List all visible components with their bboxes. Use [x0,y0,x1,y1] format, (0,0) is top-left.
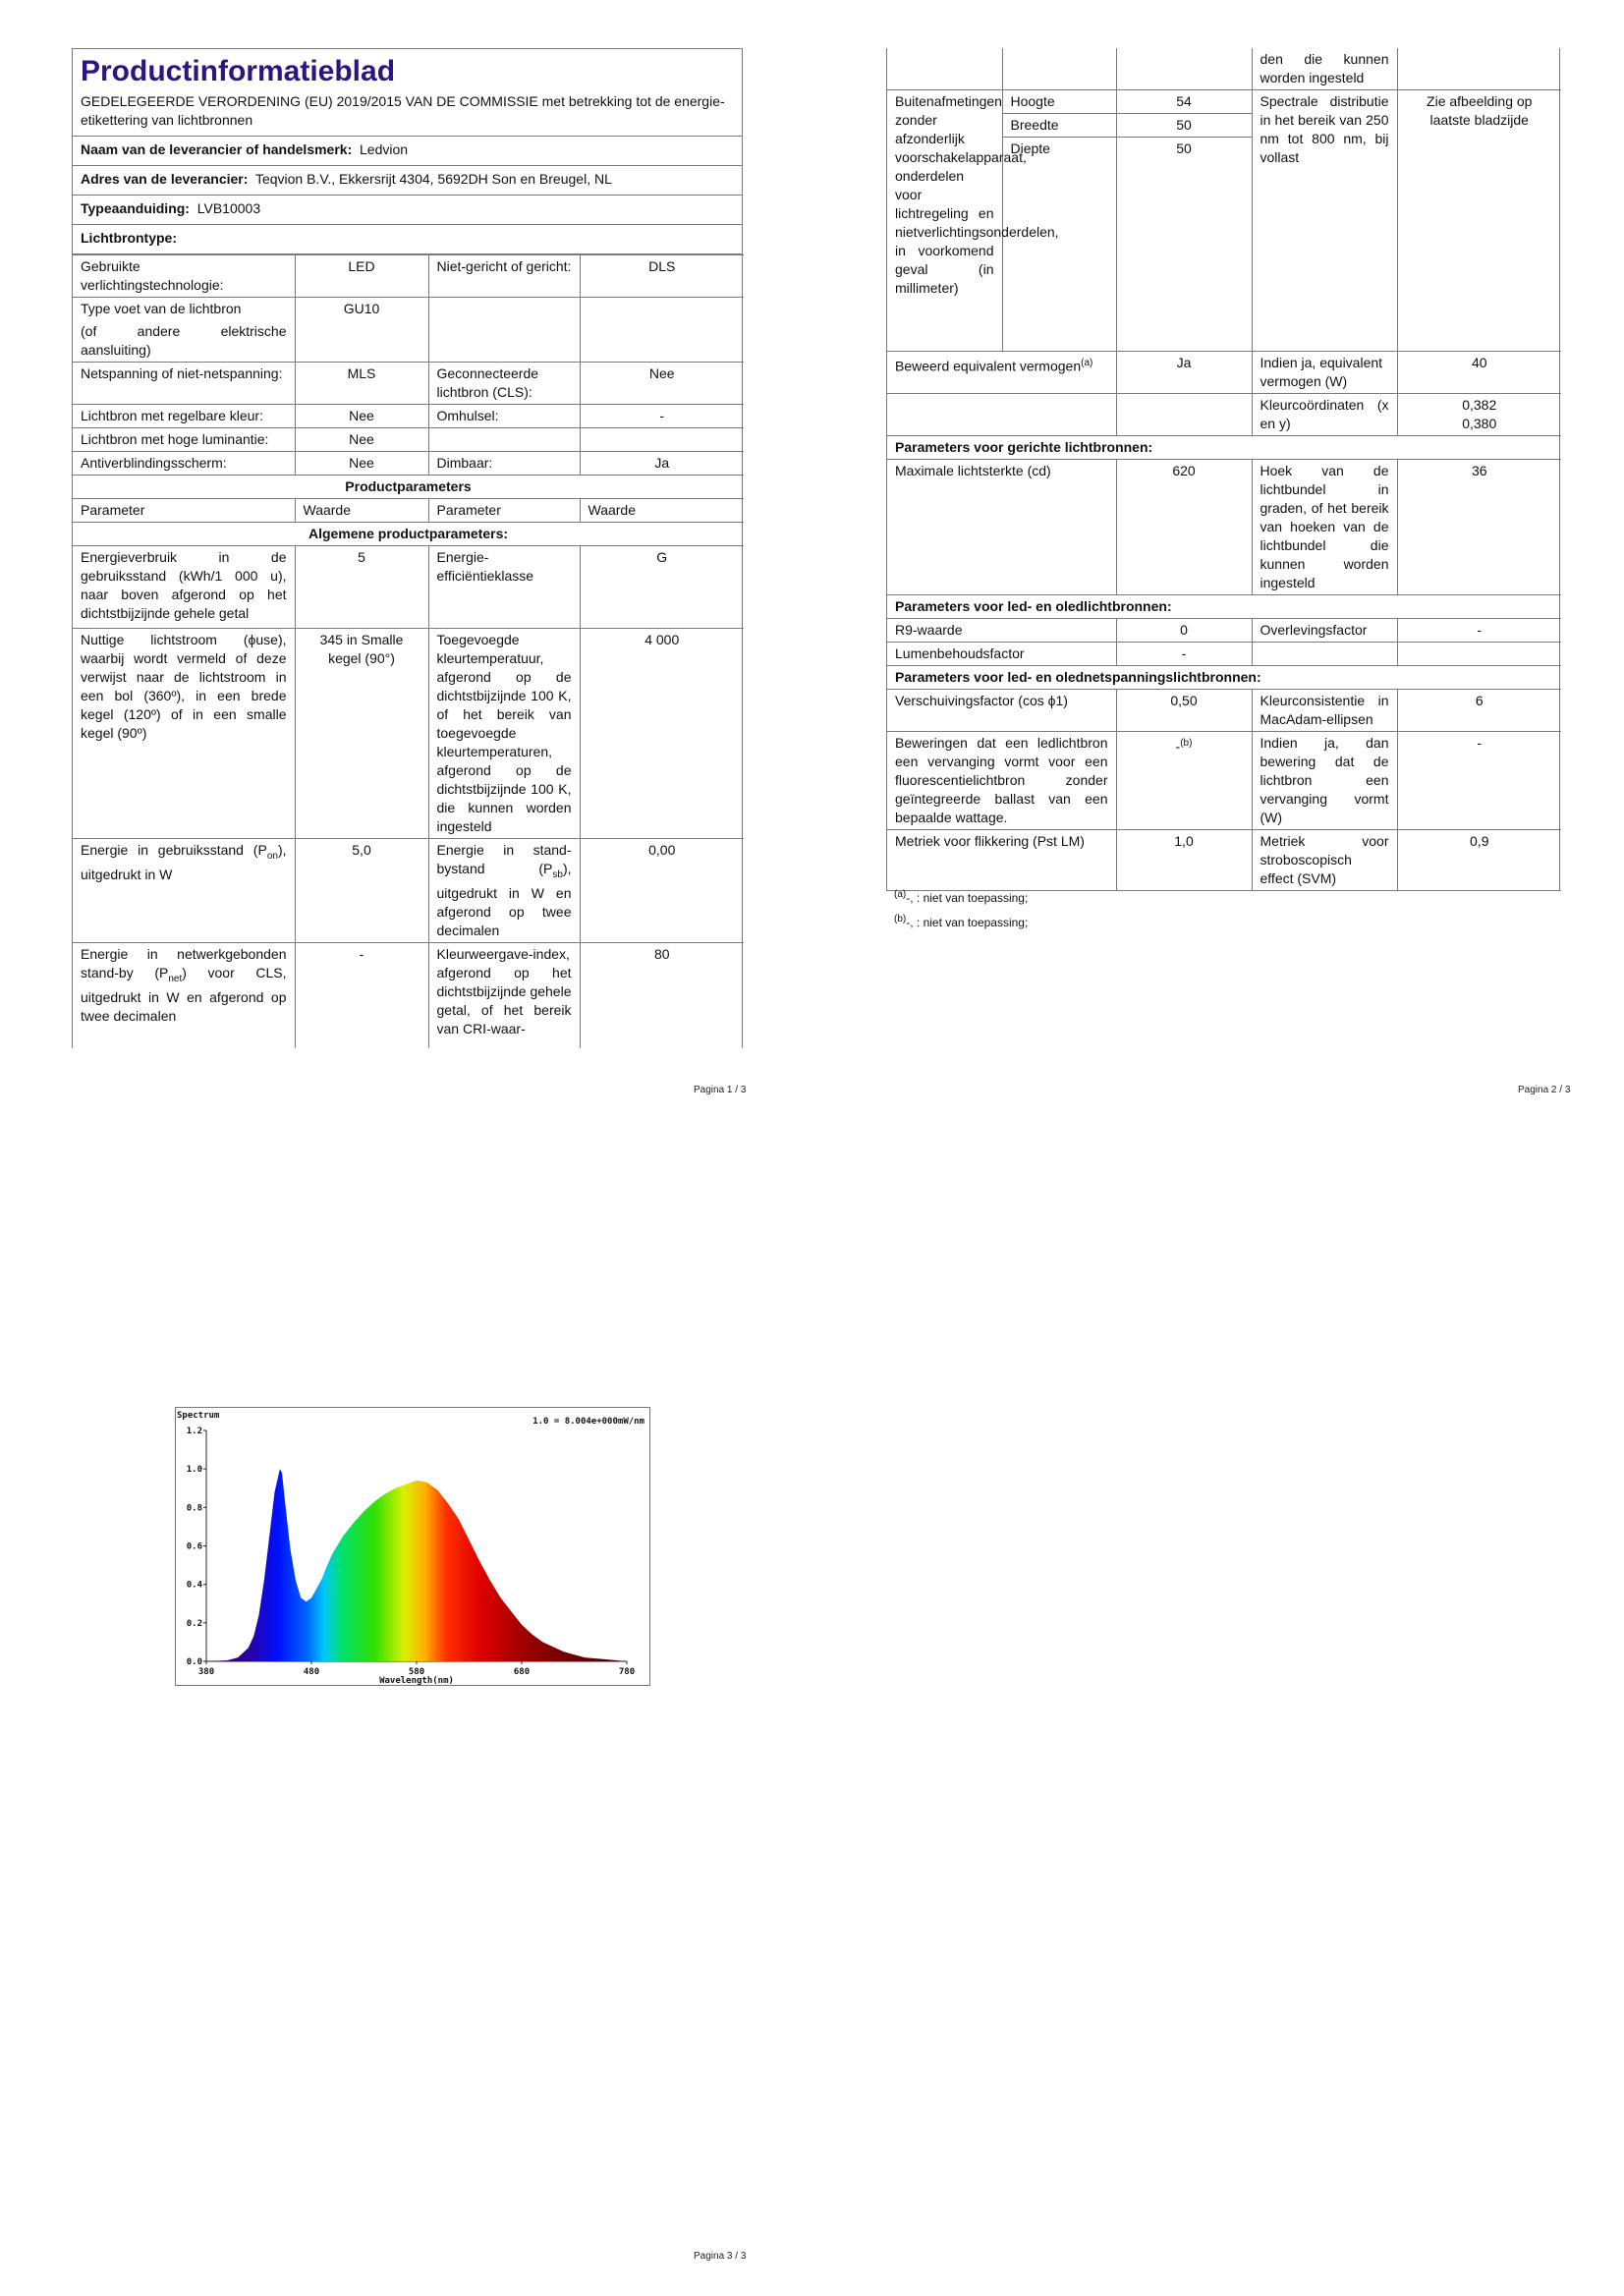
footnotes [894,884,1028,933]
energy-cons-value: 5 [295,546,428,629]
chroma-x: 0,382 [1462,397,1497,413]
y-tick-label: 0.4 [186,1580,202,1591]
psb-label-a: Energie in stand-bystand (P [436,842,572,876]
table-row [887,643,1561,666]
empty-cell [428,428,580,452]
y-tick-label: 0.6 [186,1541,202,1552]
table-row [887,436,1561,460]
table-row [73,476,744,499]
footnote-a-text: -, : niet van toepassing; [906,891,1029,905]
flicker-value: 1,0 [1116,830,1252,891]
model-label: Typeaanduiding: [81,200,190,216]
table-row [73,839,744,943]
r9-value: 0 [1116,619,1252,643]
cap-label-cell [73,298,295,363]
table-row [887,352,1561,394]
equiv-sup: (a) [1081,358,1093,368]
cri-label-cell [428,942,580,1048]
supplier-label: Naam van de leverancier of handelsmerk: [81,141,353,157]
width-label: Breedte [1002,114,1116,138]
pon-label-b: ), uitgedrukt in W [81,842,287,882]
dims-label: Buitenafmetingen zonder afzonderlijk voorschakelapparaat, onderdelen voor lichtregeling en nietverlichtingsonderdelen, in voorkomend geval (in millimeter) [887,90,1002,352]
replace-claim-label: Beweringen dat een ledlichtbron een vervanging vormt voor een fluorescentielichtbron zonder geïntegreerde ballast van een bepaalde wattage. [887,732,1116,830]
lightsource-type-label: Lichtbrontype: [73,225,742,254]
directional-label: Niet-gericht of gericht: [428,255,580,298]
pnet-sub: net [168,973,183,984]
cct-value: 4 000 [580,629,744,839]
x-axis-label: Wavelength(nm) [379,1676,454,1686]
high-lum-value: Nee [295,428,428,452]
page-number-1: Pagina 1 / 3 [694,1085,747,1095]
cls-label: Geconnecteerde lichtbron (CLS): [428,363,580,405]
footnote-b-mark: (b) [894,914,907,924]
width-value: 50 [1116,114,1252,138]
cct-label: Toegevoegde kleurtemperatuur, afgerond op de dichtstbijzijnde 100 K, of het bereik van toegevoegde kleurtemperaturen, afgerond op de dichtstbijzijnde 100 K, die kunnen worden ingesteld [428,629,580,839]
svm-label: Metriek voor stroboscopisch effect (SVM) [1252,830,1397,891]
beam-angle-label: Hoek van de lichtbundel in graden, of het bereik van hoeken van de lichtbundel die kunnen worden ingesteld [1252,460,1397,595]
dimmable-label: Dimbaar: [428,452,580,476]
cri-value: 80 [580,942,744,1048]
table-row [887,394,1561,436]
table-row [887,732,1561,830]
depth-label: Diepte [1002,138,1116,352]
displacement-value: 0,50 [1116,690,1252,732]
height-value: 54 [1116,90,1252,114]
table-row [73,629,744,839]
peak-intensity-value: 620 [1116,460,1252,595]
replace-claim-value: - [1175,738,1181,755]
chroma-label: Kleurcoördinaten (x en y) [1252,394,1397,436]
col-value: Waarde [580,499,744,523]
chart-annotation: 1.0 = 8.004e+000mW/nm [532,1417,644,1427]
table-row [887,48,1561,90]
y-tick-label: 1.0 [186,1465,202,1476]
equiv-power-label: Indien ja, equivalent vermogen (W) [1252,352,1397,394]
chroma-cell [1397,394,1561,436]
empty-cell [887,394,1116,436]
table-row [73,405,744,428]
table-row [73,546,744,629]
table-row [887,595,1561,619]
y-tick-label: 0.2 [186,1618,202,1629]
flux-value: 345 in Smalle kegel (90°) [295,629,428,839]
pon-label [73,839,295,943]
col-value: Waarde [295,499,428,523]
empty-cell [1397,48,1561,90]
equiv-label-cell [887,352,1116,394]
lumen-maint-label: Lumenbehoudsfactor [887,643,1116,666]
model-value: LVB10003 [196,200,261,216]
pon-sub: on [266,850,278,862]
height-label: Hoogte [1002,90,1116,114]
r9-label: R9-waarde [887,619,1116,643]
product-table-page1 [73,254,744,1048]
address-label: Adres van de leverancier: [81,171,249,187]
table-row [887,460,1561,595]
address-value: Teqvion B.V., Ekkersrijt 4304, 5692DH Son en Breugel, NL [254,171,612,187]
high-lum-label: Lichtbron met hoge luminantie: [73,428,295,452]
table-row [887,666,1561,690]
directional-value: DLS [580,255,744,298]
spectral-label: Spectrale distributie in het bereik van 250 nm tot 800 nm, bij vollast [1252,90,1397,352]
energy-class-value: G [580,546,744,629]
cap-value: GU10 [295,298,428,363]
pon-label-a: Energie in gebruiksstand (P [81,842,267,858]
empty-cell [580,298,744,363]
psb-sub: sb [552,868,563,880]
tech-label: Gebruikte verlichtingstechnologie: [73,255,295,298]
page-number-3: Pagina 3 / 3 [694,2251,747,2262]
page-title: Productinformatieblad [81,55,396,87]
footnote-b [894,909,1028,933]
model-row [73,196,742,225]
general-params-heading: Algemene productparameters: [73,523,744,546]
colour-tunable-label: Lichtbron met regelbare kleur: [73,405,295,428]
colour-consistency-value: 6 [1397,690,1561,732]
pnet-label-a: Energie in netwerkgebonden stand-by (P [81,945,287,980]
cap-label: Type voet van de lichtbron [81,301,242,316]
table-row [73,255,744,298]
cont-text: den die kunnen worden ingesteld [1252,48,1397,90]
mains-label: Netspanning of niet-netspanning: [73,363,295,405]
led-oled-heading: Parameters voor led- en oledlichtbronnen: [887,595,1561,619]
psb-label-b: ), uitgedrukt in W en afgerond op twee decimalen [436,861,572,938]
page-number-2: Pagina 2 / 3 [1518,1085,1571,1095]
beam-angle-value: 36 [1397,460,1561,595]
table-header-row [73,499,744,523]
psb-value: 0,00 [580,839,744,943]
x-tick-label: 580 [408,1667,425,1677]
empty-cell [1252,643,1397,666]
spectrum-chart [175,1407,651,1687]
empty-cell [428,298,580,363]
table-row [73,452,744,476]
table-row [887,619,1561,643]
regulation-text: GEDELEGEERDE VERORDENING (EU) 2019/2015 VAN DE COMMISSIE met betrekking tot de energie-etikettering van lichtbronnen [73,92,742,137]
table-row [73,428,744,452]
energy-class-label: Energie-efficiëntieklasse [428,546,580,629]
x-tick-label: 780 [618,1667,636,1677]
table-row [73,523,744,546]
psb-label [428,839,580,943]
pnet-label [73,942,295,1048]
footnote-a [894,884,1028,909]
col-parameter: Parameter [428,499,580,523]
table-row [73,363,744,405]
displacement-label: Verschuivingsfactor (cos ϕ1) [887,690,1116,732]
equiv-power-value: 40 [1397,352,1561,394]
table-row [887,830,1561,891]
page-1 [72,48,743,1048]
equiv-value: Ja [1116,352,1252,394]
pnet-label-b: ) voor CLS, uitgedrukt in W en afgerond op twee decimalen [81,964,287,1024]
replace-watt-value: - [1397,732,1561,830]
page-2 [886,48,1560,891]
cri-label: Kleurweergave-index, afgerond op het dichtstbijzijnde gehele getal, of het bereik van CRI-waar- [436,945,572,1036]
energy-cons-label: Energieverbruik in de gebruiksstand (kWh/1 000 u), naar boven afgerond op het dichtstbijzijnde gehele getal [73,546,295,629]
cap-label-2: (of andere elektrische aansluiting) [81,323,287,358]
table-row [73,942,744,1048]
empty-cell [1116,48,1252,90]
dimmable-value: Ja [580,452,744,476]
empty-cell [580,428,744,452]
empty-cell [1002,48,1116,90]
supplier-value: Ledvion [360,141,409,157]
x-tick-label: 680 [513,1667,531,1677]
y-tick-label: 0.0 [186,1657,202,1667]
table-row [887,690,1561,732]
replace-claim-sup: (b) [1180,738,1193,749]
x-tick-label: 480 [303,1667,320,1677]
product-params-heading: Productparameters [73,476,744,499]
colour-tunable-value: Nee [295,405,428,428]
peak-intensity-label: Maximale lichtsterkte (cd) [887,460,1116,595]
replace-watt-label: Indien ja, dan bewering dat de lichtbron een vervanging vormt (W) [1252,732,1397,830]
directional-heading: Parameters voor gerichte lichtbronnen: [887,436,1561,460]
led-oled-mains-heading: Parameters voor led- en olednetspanningslichtbronnen: [887,666,1561,690]
svm-value: 0,9 [1397,830,1561,891]
address-row [73,166,742,196]
survival-label: Overlevingsfactor [1252,619,1397,643]
survival-value: - [1397,619,1561,643]
pon-value: 5,0 [295,839,428,943]
table-row [887,90,1561,114]
colour-consistency-label: Kleurconsistentie in MacAdam-ellipsen [1252,690,1397,732]
col-parameter: Parameter [73,499,295,523]
envelope-value: - [580,405,744,428]
empty-cell [887,48,1002,90]
flicker-label: Metriek voor flikkering (Pst LM) [887,830,1116,891]
depth-value: 50 [1116,138,1252,352]
x-tick-label: 380 [197,1667,215,1677]
footnote-b-text: -, : niet van toepassing; [906,916,1029,929]
supplier-row [73,137,742,166]
cls-value: Nee [580,363,744,405]
chroma-y: 0,380 [1462,416,1497,431]
tech-value: LED [295,255,428,298]
y-tick-label: 0.8 [186,1503,202,1514]
empty-cell [1397,643,1561,666]
equiv-label: Beweerd equivalent vermogen [895,358,1082,374]
envelope-label: Omhulsel: [428,405,580,428]
anti-glare-label: Antiverblindingsscherm: [73,452,295,476]
flux-label: Nuttige lichtstroom (ϕuse), waarbij wordt vermeld of deze verwijst naar de lichtstroom in een bol (360º), in een brede kegel (120º) of in een smalle kegel (90º) [73,629,295,839]
footnote-a-mark: (a) [894,889,907,900]
replace-claim-cell [1116,732,1252,830]
empty-cell [1116,394,1252,436]
mains-value: MLS [295,363,428,405]
product-table-page2 [887,48,1561,891]
spectral-value: Zie afbeelding op laatste bladzijde [1397,90,1561,352]
chart-title: Spectrum [177,1411,220,1421]
pnet-value: - [295,942,428,1048]
y-tick-label: 1.2 [186,1427,202,1436]
table-row [73,298,744,363]
anti-glare-value: Nee [295,452,428,476]
lumen-maint-value: - [1116,643,1252,666]
